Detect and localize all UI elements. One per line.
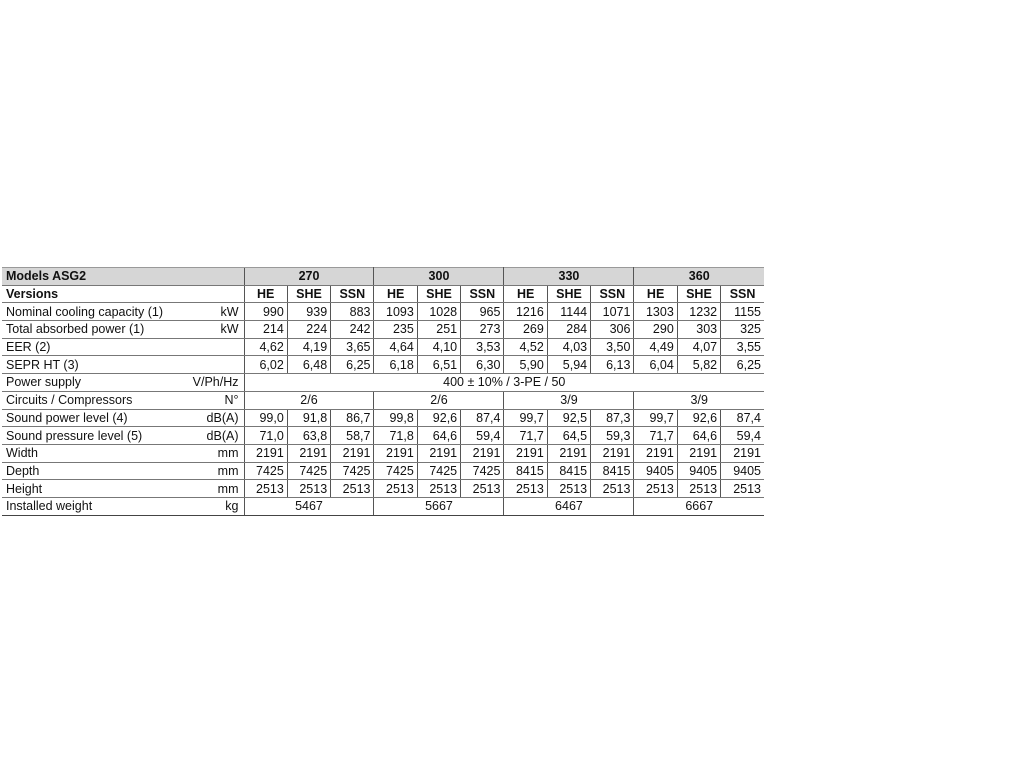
table-cell: 59,4 xyxy=(461,427,504,445)
version-header-cell: HE xyxy=(634,285,677,303)
row-label-text: Total absorbed power (1) xyxy=(6,322,145,337)
table-cell: 284 xyxy=(547,321,590,339)
table-cell: 2191 xyxy=(591,444,634,462)
model-cell: 3/9 xyxy=(504,391,634,409)
table-cell: 325 xyxy=(721,321,764,339)
row-unit: V/Ph/Hz xyxy=(192,375,239,390)
row-unit: mm xyxy=(217,463,239,478)
table-cell: 290 xyxy=(634,321,677,339)
version-header-cell: SHE xyxy=(677,285,720,303)
table-cell: 2191 xyxy=(721,444,764,462)
table-cell: 1071 xyxy=(591,303,634,321)
table-cell: 63,8 xyxy=(287,427,330,445)
table-cell: 990 xyxy=(244,303,287,321)
table-cell: 939 xyxy=(287,303,330,321)
table-cell: 7425 xyxy=(331,462,374,480)
table-cell: 99,7 xyxy=(504,409,547,427)
table-cell: 2191 xyxy=(287,444,330,462)
table-cell: 2513 xyxy=(244,480,287,498)
version-header-cell: SHE xyxy=(547,285,590,303)
table-cell: 92,6 xyxy=(417,409,460,427)
table-cell: 1028 xyxy=(417,303,460,321)
table-row xyxy=(2,303,764,321)
table-cell: 2191 xyxy=(677,444,720,462)
table-cell: 1144 xyxy=(547,303,590,321)
table-cell: 99,7 xyxy=(634,409,677,427)
table-cell: 269 xyxy=(504,321,547,339)
table-cell: 2513 xyxy=(677,480,720,498)
row-label xyxy=(2,497,244,515)
table-cell: 92,5 xyxy=(547,409,590,427)
table-row xyxy=(2,427,764,445)
row-label xyxy=(2,427,244,445)
row-label xyxy=(2,374,244,392)
table-cell: 86,7 xyxy=(331,409,374,427)
table-cell: 64,6 xyxy=(417,427,460,445)
table-cell: 1232 xyxy=(677,303,720,321)
table-cell: 6,02 xyxy=(244,356,287,374)
table-cell: 5,94 xyxy=(547,356,590,374)
table-cell: 2513 xyxy=(374,480,417,498)
table-cell: 2513 xyxy=(634,480,677,498)
model-360-header: 360 xyxy=(634,268,764,286)
table-cell: 2191 xyxy=(374,444,417,462)
table-cell: 2513 xyxy=(417,480,460,498)
table-cell: 2191 xyxy=(244,444,287,462)
table-cell: 9405 xyxy=(634,462,677,480)
table-row xyxy=(2,409,764,427)
table-row xyxy=(2,338,764,356)
table-row xyxy=(2,321,764,339)
model-330-header: 330 xyxy=(504,268,634,286)
table-cell: 242 xyxy=(331,321,374,339)
table-cell: 3,53 xyxy=(461,338,504,356)
table-cell: 3,50 xyxy=(591,338,634,356)
table-cell: 87,4 xyxy=(461,409,504,427)
table-cell: 71,7 xyxy=(634,427,677,445)
table-cell: 9405 xyxy=(721,462,764,480)
table-cell: 59,3 xyxy=(591,427,634,445)
row-label-text: Power supply xyxy=(6,375,82,390)
version-header-cell: HE xyxy=(244,285,287,303)
table-cell: 99,0 xyxy=(244,409,287,427)
table-row xyxy=(2,444,764,462)
row-label-text: Sound pressure level (5) xyxy=(6,428,143,443)
row-label xyxy=(2,356,244,374)
table-cell: 64,5 xyxy=(547,427,590,445)
table-row xyxy=(2,374,764,392)
table-cell: 4,03 xyxy=(547,338,590,356)
table-cell: 87,3 xyxy=(591,409,634,427)
table-cell: 6,13 xyxy=(591,356,634,374)
row-label-text: SEPR HT (3) xyxy=(6,357,79,372)
version-header-cell: SSN xyxy=(721,285,764,303)
table-cell: 306 xyxy=(591,321,634,339)
row-label xyxy=(2,462,244,480)
row-unit: kg xyxy=(225,499,239,514)
table-cell: 92,6 xyxy=(677,409,720,427)
table-cell: 7425 xyxy=(417,462,460,480)
table-cell: 4,64 xyxy=(374,338,417,356)
table-cell: 2513 xyxy=(331,480,374,498)
table-cell: 251 xyxy=(417,321,460,339)
model-cell: 5467 xyxy=(244,497,374,515)
table-cell: 3,55 xyxy=(721,338,764,356)
table-cell: 2513 xyxy=(547,480,590,498)
model-cell: 5667 xyxy=(374,497,504,515)
version-header-cell: SHE xyxy=(287,285,330,303)
table-cell: 4,62 xyxy=(244,338,287,356)
table-cell: 91,8 xyxy=(287,409,330,427)
row-unit: mm xyxy=(217,446,239,461)
table-cell: 2513 xyxy=(504,480,547,498)
row-label xyxy=(2,303,244,321)
table-cell: 87,4 xyxy=(721,409,764,427)
table-cell: 4,10 xyxy=(417,338,460,356)
table-cell: 214 xyxy=(244,321,287,339)
table-cell: 6,04 xyxy=(634,356,677,374)
table-cell: 6,25 xyxy=(721,356,764,374)
row-unit: kW xyxy=(220,304,239,319)
row-label xyxy=(2,338,244,356)
table-cell: 4,49 xyxy=(634,338,677,356)
row-unit: dB(A) xyxy=(206,428,239,443)
table-cell: 6,18 xyxy=(374,356,417,374)
version-header-cell: HE xyxy=(374,285,417,303)
table-cell: 235 xyxy=(374,321,417,339)
row-label-text: Sound power level (4) xyxy=(6,410,128,425)
table-row xyxy=(2,480,764,498)
table-cell: 2191 xyxy=(417,444,460,462)
row-label-text: Width xyxy=(6,446,38,461)
table-cell: 64,6 xyxy=(677,427,720,445)
specifications-table-body xyxy=(2,268,764,516)
table-cell: 2191 xyxy=(331,444,374,462)
row-label xyxy=(2,444,244,462)
row-unit: dB(A) xyxy=(206,410,239,425)
table-row xyxy=(2,356,764,374)
row-label-text: Depth xyxy=(6,463,40,478)
table-cell: 2191 xyxy=(504,444,547,462)
versions-header-row xyxy=(2,285,764,303)
version-header-cell: SSN xyxy=(591,285,634,303)
version-header-cell: SHE xyxy=(417,285,460,303)
table-cell: 71,0 xyxy=(244,427,287,445)
table-row xyxy=(2,497,764,515)
table-cell: 2513 xyxy=(287,480,330,498)
table-cell: 2191 xyxy=(461,444,504,462)
table-cell: 2513 xyxy=(591,480,634,498)
row-label-text: EER (2) xyxy=(6,340,51,355)
table-cell: 2513 xyxy=(461,480,504,498)
table-cell: 5,82 xyxy=(677,356,720,374)
table-cell: 1155 xyxy=(721,303,764,321)
model-270-header: 270 xyxy=(244,268,374,286)
table-cell: 2191 xyxy=(634,444,677,462)
models-title: Models ASG2 xyxy=(2,268,244,286)
row-label xyxy=(2,321,244,339)
table-cell: 4,19 xyxy=(287,338,330,356)
table-cell: 8415 xyxy=(547,462,590,480)
table-cell: 1216 xyxy=(504,303,547,321)
version-header-cell: HE xyxy=(504,285,547,303)
table-cell: 883 xyxy=(331,303,374,321)
table-cell: 6,48 xyxy=(287,356,330,374)
specifications-table xyxy=(2,267,764,516)
models-header-row xyxy=(2,268,764,286)
version-header-cell: SSN xyxy=(331,285,374,303)
table-row xyxy=(2,391,764,409)
table-cell: 58,7 xyxy=(331,427,374,445)
row-label-text: Nominal cooling capacity (1) xyxy=(6,304,164,319)
table-cell: 2513 xyxy=(721,480,764,498)
table-cell: 59,4 xyxy=(721,427,764,445)
table-cell: 8415 xyxy=(591,462,634,480)
table-cell: 8415 xyxy=(504,462,547,480)
row-label-text: Height xyxy=(6,481,43,496)
model-cell: 3/9 xyxy=(634,391,764,409)
table-cell: 303 xyxy=(677,321,720,339)
table-cell: 9405 xyxy=(677,462,720,480)
versions-label: Versions xyxy=(2,285,244,303)
table-cell: 3,65 xyxy=(331,338,374,356)
row-label-text: Installed weight xyxy=(6,499,93,514)
power-supply-cell: 400 ± 10% / 3-PE / 50 xyxy=(244,374,764,392)
table-cell: 5,90 xyxy=(504,356,547,374)
table-cell: 7425 xyxy=(374,462,417,480)
model-300-header: 300 xyxy=(374,268,504,286)
row-unit: N° xyxy=(224,393,239,408)
row-label xyxy=(2,391,244,409)
version-header-cell: SSN xyxy=(461,285,504,303)
table-cell: 7425 xyxy=(244,462,287,480)
table-cell: 7425 xyxy=(461,462,504,480)
row-label xyxy=(2,409,244,427)
table-row xyxy=(2,462,764,480)
model-cell: 2/6 xyxy=(374,391,504,409)
table-cell: 1303 xyxy=(634,303,677,321)
row-label xyxy=(2,480,244,498)
table-cell: 71,7 xyxy=(504,427,547,445)
table-cell: 4,07 xyxy=(677,338,720,356)
table-cell: 273 xyxy=(461,321,504,339)
table-cell: 4,52 xyxy=(504,338,547,356)
table-cell: 7425 xyxy=(287,462,330,480)
model-cell: 6667 xyxy=(634,497,764,515)
table-cell: 224 xyxy=(287,321,330,339)
table-cell: 71,8 xyxy=(374,427,417,445)
row-unit: mm xyxy=(217,481,239,496)
table-cell: 6,30 xyxy=(461,356,504,374)
table-cell: 1093 xyxy=(374,303,417,321)
model-cell: 6467 xyxy=(504,497,634,515)
table-cell: 6,25 xyxy=(331,356,374,374)
table-cell: 2191 xyxy=(547,444,590,462)
row-unit: kW xyxy=(220,322,239,337)
model-cell: 2/6 xyxy=(244,391,374,409)
table-cell: 965 xyxy=(461,303,504,321)
table-cell: 99,8 xyxy=(374,409,417,427)
row-label-text: Circuits / Compressors xyxy=(6,393,133,408)
table-cell: 6,51 xyxy=(417,356,460,374)
